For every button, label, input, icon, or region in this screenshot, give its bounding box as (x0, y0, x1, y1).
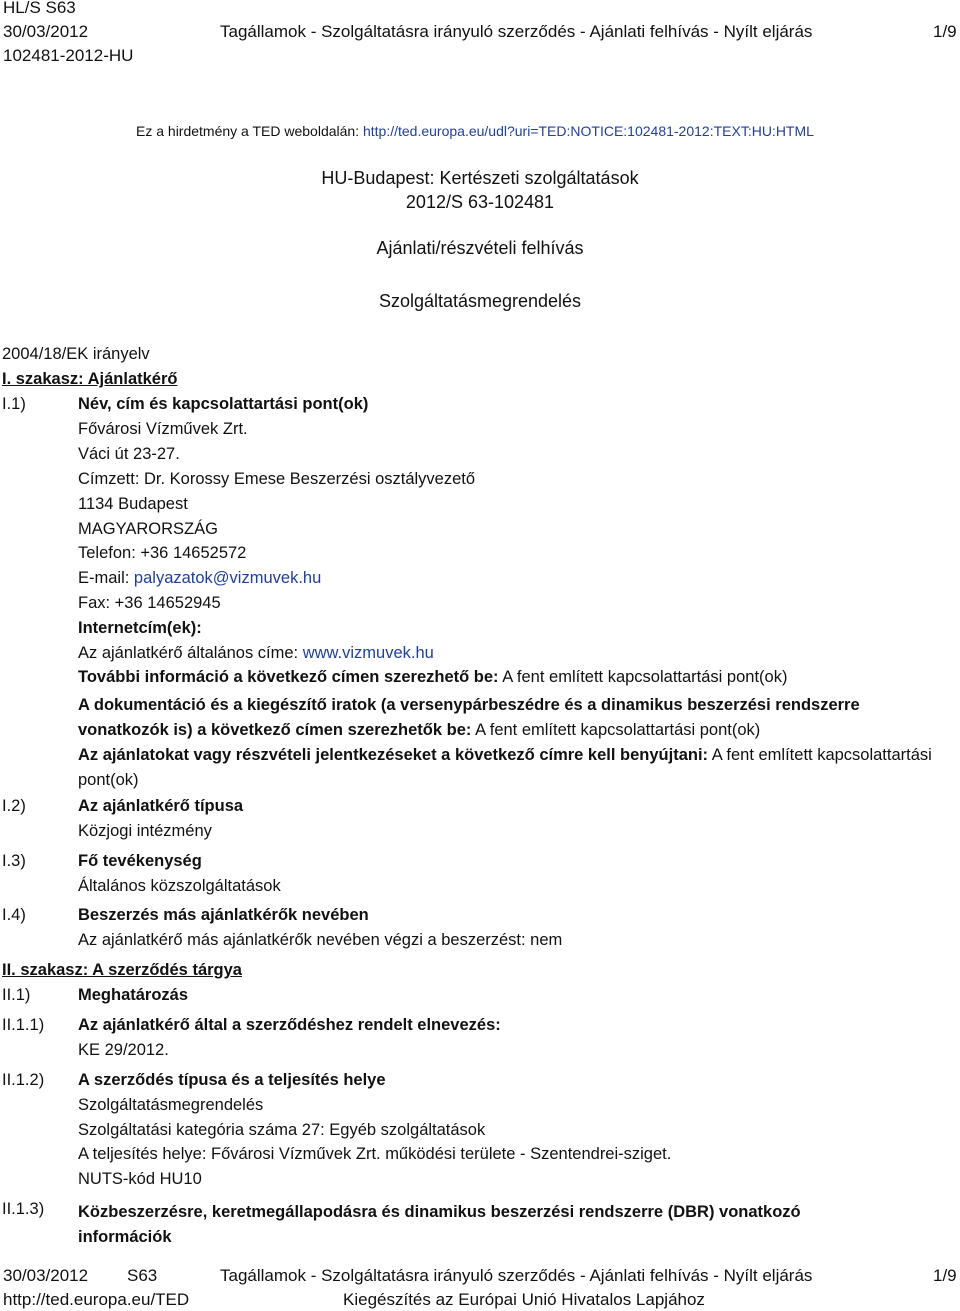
s212-line-2: Szolgáltatási kategória száma 27: Egyéb szolgáltatások (78, 1121, 486, 1139)
s21-number: II.1) (2, 986, 31, 1004)
s212-title: A szerződés típusa és a teljesítés helye (78, 1071, 386, 1089)
s11-title: Név, cím és kapcsolattartási pont(ok) (78, 395, 369, 413)
s212-line-1: Szolgáltatásmegrendelés (78, 1096, 264, 1114)
s14-title: Beszerzés más ajánlatkérők nevében (78, 906, 369, 924)
org-fax: Fax: +36 14652945 (78, 594, 221, 612)
documents-info-label: A dokumentáció és a kiegészítő iratok (a versenypárbeszédre és a dinamikus beszerzési rendszerre vonatkozók is) a következő címen szerezhetők be: (78, 696, 860, 739)
footer-title: Tagállamok - Szolgáltatásra irányuló szerződés - Ajánlati felhívás - Nyílt eljárás (220, 1266, 813, 1285)
s211-number: II.1.1) (2, 1016, 45, 1034)
org-email (78, 569, 321, 588)
s211-value: KE 29/2012. (78, 1041, 169, 1059)
doc-title: HU-Budapest: Kertészeti szolgáltatások (321, 168, 639, 188)
documents-info-value: A fent említett kapcsolattartási pont(ok) (471, 721, 761, 739)
submission-info-label: Az ajánlatokat vagy részvételi jelentkezéseket a következő címre kell benyújtani: (78, 746, 709, 764)
org-name: Fővárosi Vízművek Zrt. (78, 420, 248, 438)
footer-supplement: Kiegészítés az Európai Unió Hivatalos Lapjához (343, 1290, 705, 1309)
internet-label: Internetcím(ek): (78, 619, 202, 637)
s11-number: I.1) (2, 395, 26, 413)
email-label: E-mail: (78, 569, 134, 587)
org-phone: Telefon: +36 14652572 (78, 544, 247, 562)
email-link[interactable]: palyazatok@vizmuvek.hu (133, 569, 322, 587)
org-contact: Címzett: Dr. Korossy Emese Beszerzési osztályvezető (78, 470, 476, 488)
general-address (78, 644, 434, 663)
s13-title: Fő tevékenység (78, 852, 202, 870)
org-street: Váci út 23-27. (78, 445, 180, 463)
s213-number: II.1.3) (2, 1200, 45, 1218)
footer-url[interactable]: http://ted.europa.eu/TED (3, 1290, 190, 1309)
doc-reference: 2012/S 63-102481 (405, 192, 555, 212)
header-code: HL/S S63 (3, 0, 76, 17)
section-2-title: II. szakasz: A szerződés tárgya (2, 961, 242, 979)
org-city: 1134 Budapest (78, 495, 188, 513)
further-info (78, 668, 787, 687)
header-page: 1/9 (933, 22, 957, 41)
org-country: MAGYARORSZÁG (78, 520, 218, 538)
s14-number: I.4) (2, 906, 26, 924)
header-date: 30/03/2012 (3, 22, 89, 41)
header-title: Tagállamok - Szolgáltatásra irányuló szerződés - Ajánlati felhívás - Nyílt eljárás (220, 22, 813, 41)
s21-title: Meghatározás (78, 986, 189, 1004)
footer-date: 30/03/2012 (3, 1266, 89, 1285)
s12-title: Az ajánlatkérő típusa (78, 797, 244, 815)
header-id: 102481-2012-HU (3, 46, 134, 65)
footer-page: 1/9 (933, 1266, 957, 1285)
s12-value: Közjogi intézmény (78, 822, 212, 840)
general-address-link[interactable]: www.vizmuvek.hu (302, 644, 434, 662)
s13-number: I.3) (2, 852, 26, 870)
doc-type: Ajánlati/részvételi felhívás (376, 238, 584, 258)
ted-notice (136, 123, 814, 139)
submission-info (78, 743, 938, 793)
s14-value: Az ajánlatkérő más ajánlatkérők nevében végzi a beszerzést: nem (78, 931, 563, 949)
footer-code: S63 (127, 1266, 158, 1285)
s13-value: Általános közszolgáltatások (78, 877, 281, 895)
general-address-label: Az ajánlatkérő általános címe: (78, 644, 303, 662)
s211-title: Az ajánlatkérő által a szerződéshez rendelt elnevezés: (78, 1016, 501, 1034)
further-info-value: A fent említett kapcsolattartási pont(ok) (498, 668, 788, 686)
s212-line-4: NUTS-kód HU10 (78, 1170, 202, 1188)
s213-title: Közbeszerzésre, keretmegállapodásra és dinamikus beszerzési rendszerre (DBR) vonatkozó információk (78, 1203, 801, 1246)
s212-line-3: A teljesítés helye: Fővárosi Vízművek Zrt. működési területe - Szentendrei-sziget. (78, 1145, 672, 1163)
s212-number: II.1.2) (2, 1071, 45, 1089)
ted-notice-prefix: Ez a hirdetmény a TED weboldalán: (136, 123, 363, 139)
s12-number: I.2) (2, 797, 26, 815)
further-info-label: További információ a következő címen szerezhető be: (78, 668, 499, 686)
doc-category: Szolgáltatásmegrendelés (378, 291, 582, 311)
ted-notice-link[interactable]: http://ted.europa.eu/udl?uri=TED:NOTICE:102481-2012:TEXT:HU:HTML (362, 123, 814, 139)
documents-info (78, 693, 938, 743)
section-1-title: I. szakasz: Ajánlatkérő (2, 370, 178, 388)
submission-info-value: A fent említett kapcsolattartási pont(ok) (78, 746, 932, 789)
directive: 2004/18/EK irányelv (2, 345, 150, 363)
